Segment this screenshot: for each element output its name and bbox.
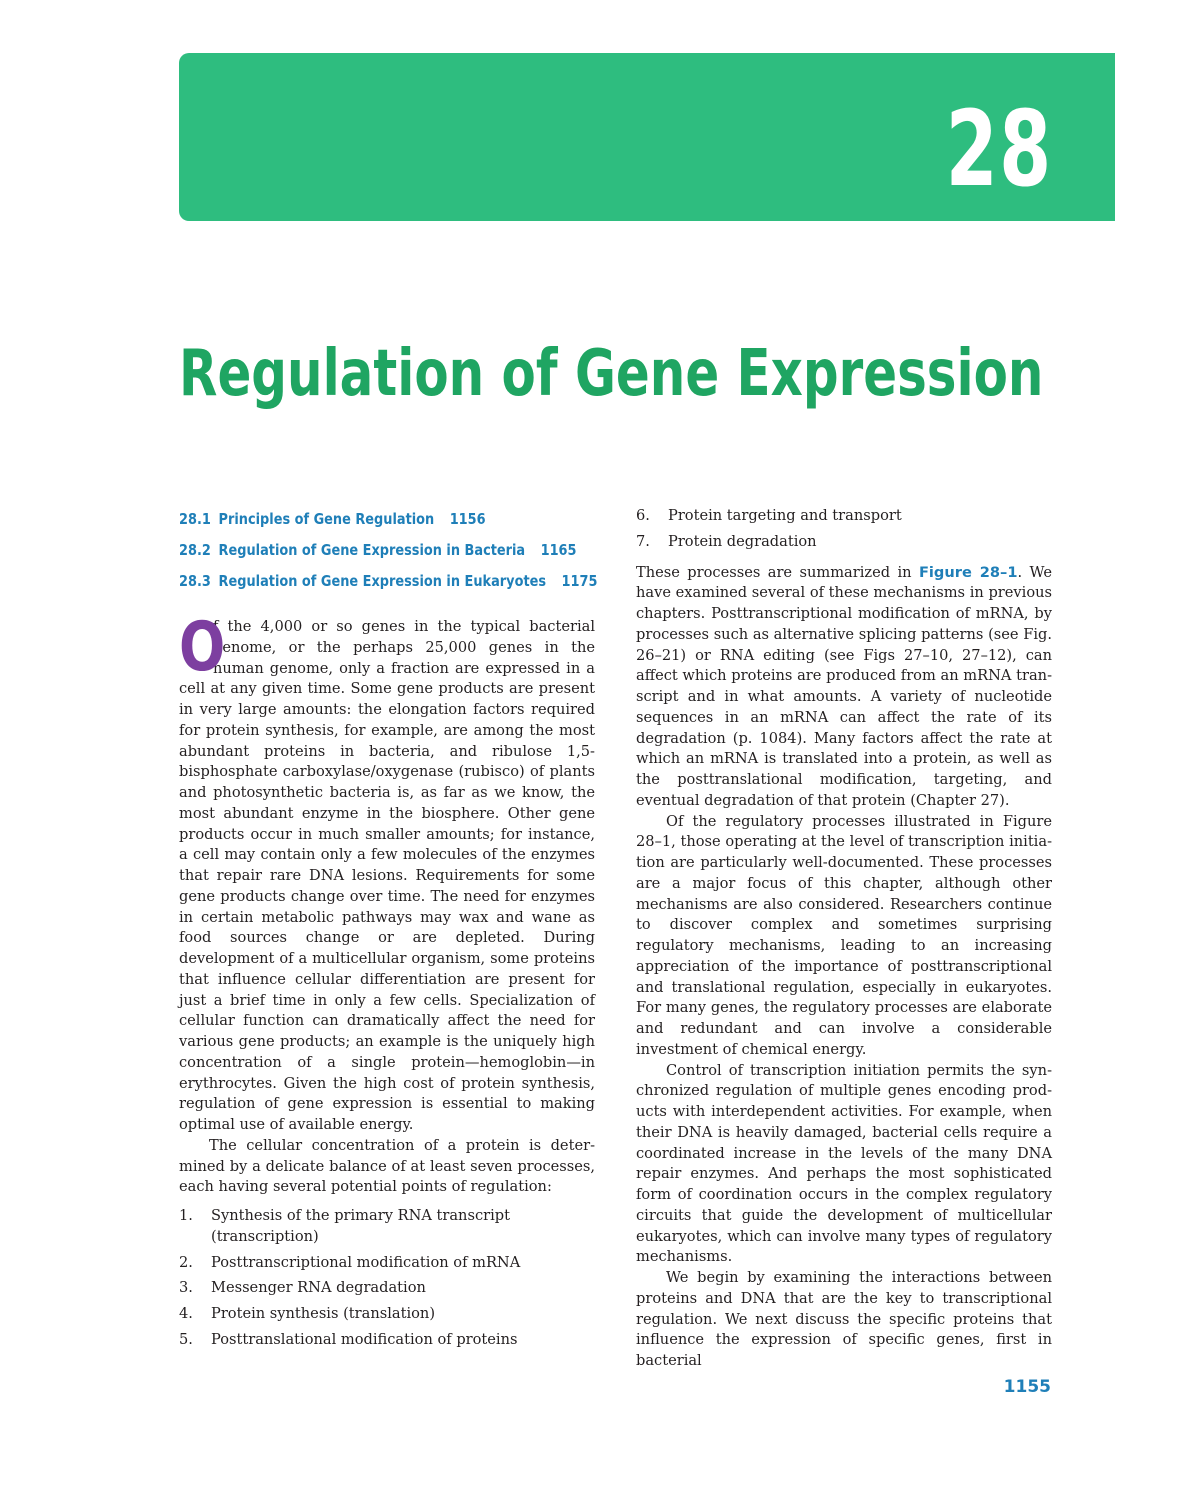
table-of-contents bbox=[179, 507, 609, 600]
toc-title: Regulation of Gene Expression in Eukaryotes bbox=[218, 572, 547, 590]
chapter-title: Regulation of Gene Expression bbox=[179, 337, 1044, 411]
right-column bbox=[636, 506, 1052, 1372]
toc-title: Regulation of Gene Expression in Bacteria bbox=[218, 541, 526, 559]
paragraph-4: Of the regulatory processes illustrated in Figure 28–1, those operating at the level of transcription initiation are particularly well-documented. These processes are a major focus of this chapter, although other mechanisms are also considered. Researchers continue to discover complex and sometimes surprising regulatory mechanisms, leading to an increasing appreciation of the importance of posttranscriptional and translational regulation, especially in eukaryotes. For many genes, the regulatory processes are elaborate and redundant and can involve a considerable investment of chemical energy. bbox=[636, 812, 1052, 1058]
list-item: 5. Posttranslational modification of proteins bbox=[179, 1330, 518, 1348]
list-item: 7. Protein degradation bbox=[636, 532, 817, 550]
list-item: 2. Posttranscriptional modification of mRNA bbox=[179, 1253, 521, 1271]
paragraph-6: We begin by examining the interactions between proteins and DNA that are the key to transcriptional regulation. We next discuss the specific proteins that influence the expression of specific genes, first in bacterial bbox=[636, 1269, 1052, 1369]
list-item: 1. Synthesis of the primary RNA transcript (transcription) bbox=[179, 1207, 510, 1245]
intro-text: f the 4,000 or so genes in the typical bacterial genome, or the perhaps 25,000 genes in the human genome, only a fraction are expressed in a cell at any given time. Some gene products are present in very large amounts: the elongation factors required for protein synthesis, for example, are among the most abundant proteins in bacteria, and ribulose 1,5-bisphosphate carboxylase/oxygenase (rubisco) of plants and photosynthetic bacteria is, as far as we know, the most abundant enzyme in the biosphere. Other gene products occur in much smaller amounts; for instance, a cell may contain only a few molecules of the enzymes that repair rare DNA lesions. Requirements for some gene products change over time. The need for enzymes in certain metabolic pathways may wax and wane as food sources change or are depleted. During development of a multicellular organism, some proteins that influence cellular differentiation are present for just a brief time in only a few cells. Specialization of cellular function can dramatically affect the need for various gene products; an example is the uniquely high concentration of a single protein—hemoglobin—in erythrocytes. Given the high cost of protein synthesis, regulation of gene expression is essential to making optimal use of available energy. bbox=[179, 618, 595, 1133]
figure-reference-link[interactable]: Figure 28–1 bbox=[918, 563, 1018, 581]
paragraph-2: The cellular concentration of a protein is determined by a delicate balance of at least seven processes, each having several potential points of regulation: bbox=[179, 1136, 595, 1196]
list-item: 4. Protein synthesis (translation) bbox=[179, 1305, 436, 1322]
intro-paragraph bbox=[179, 608, 595, 1136]
list-item: 6. Protein targeting and transport bbox=[636, 507, 902, 524]
process-list bbox=[179, 1206, 595, 1351]
drop-cap: O bbox=[179, 608, 226, 687]
toc-title: Principles of Gene Regulation bbox=[218, 510, 435, 528]
toc-number: 28.1 bbox=[179, 510, 211, 528]
list-item: 3. Messenger RNA degradation bbox=[179, 1279, 426, 1297]
page-number: 1155 bbox=[1003, 1377, 1051, 1397]
toc-entry-1[interactable] bbox=[179, 507, 549, 538]
paragraph-3: These processes are summarized in Figure 28–1. We have examined several of these mechanisms in previous chapters. Posttranscriptional modification of mRNA, by processes such as alternative splicing patterns (see Fig. 26–21) or RNA editing (see Figs 27–10, 27–12), can affect which proteins are produced from an mRNA transcript and in what amounts. A variety of nucleotide sequences in an mRNA can affect the rate of its degradation (p. 1084). Many factors affect the rate at which an mRNA is translated into a protein, as well as the posttranslational modification, targeting, and eventual degradation of that protein (Chapter 27). bbox=[636, 563, 1052, 809]
chapter-number: 28 bbox=[945, 88, 1053, 210]
toc-number: 28.2 bbox=[179, 541, 211, 559]
process-list-continued bbox=[636, 506, 1052, 553]
toc-entry-3[interactable] bbox=[179, 569, 598, 600]
toc-page: 1165 bbox=[540, 541, 577, 559]
toc-entry-2[interactable] bbox=[179, 538, 577, 569]
toc-number: 28.3 bbox=[179, 572, 211, 590]
toc-page: 1175 bbox=[561, 572, 598, 590]
toc-page: 1156 bbox=[449, 510, 486, 528]
chapter-banner bbox=[179, 53, 1115, 221]
paragraph-5: Control of transcription initiation permits the synchronized regulation of multiple genes encoding products with interdependent activities. For example, when their DNA is heavily damaged, bacterial cells require a coordinated increase in the levels of the many DNA repair enzymes. And perhaps the most sophisticated form of coordination occurs in the complex regulatory circuits that guide the development of multicellular eukaryotes, which can involve many types of regulatory mechanisms. bbox=[636, 1061, 1052, 1266]
left-column bbox=[179, 608, 595, 1356]
